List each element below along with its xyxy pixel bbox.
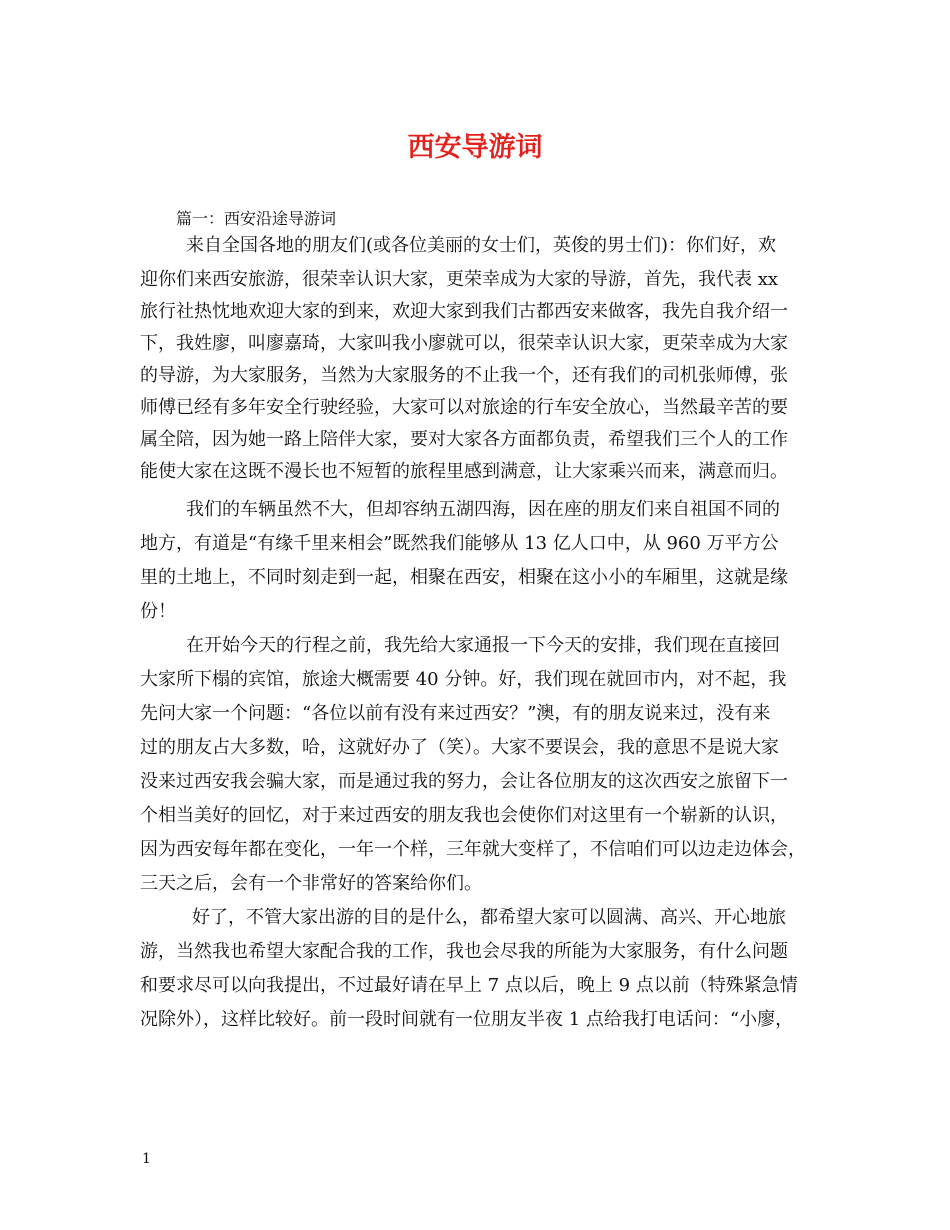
text-line: 因为西安每年都在变化，一年一个样，三年就大变样了，不信咱们可以边走边体会，	[140, 839, 806, 860]
text-line: 下，我姓廖，叫廖嘉琦，大家叫我小廖就可以，很荣幸认识大家，更荣幸成为大家	[140, 333, 788, 354]
text-line: 大家所下榻的宾馆，旅途大概需要 40 分钟。好，我们现在就回市内，对不起，我	[140, 669, 787, 690]
text-line: 师傅已经有多年安全行驶经验，大家可以对旅途的行车安全放心，当然最辛苦的要	[140, 397, 788, 418]
section-heading: 篇一：西安沿途导游词	[176, 209, 337, 228]
text-line: 好了，不管大家出游的目的是什么，都希望大家可以圆满、高兴、开心地旅	[192, 907, 786, 928]
text-line: 属全陪，因为她一路上陪伴大家，要对大家各方面都负责，希望我们三个人的工作	[140, 429, 788, 450]
page-number: 1	[142, 1151, 151, 1167]
text-line: 三天之后，会有一个非常好的答案给你们。	[140, 873, 482, 894]
text-line: 先问大家一个问题：“各位以前有没有来过西安？”澳，有的朋友说来过，没有来	[140, 703, 771, 724]
text-line: 过的朋友占大多数，哈，这就好办了（笑）。大家不要误会，我的意思不是说大家	[140, 737, 779, 758]
text-line: 和要求尽可以向我提出，不过最好请在早上 7 点以后，晚上 9 点以前（特殊紧急情	[140, 975, 798, 996]
text-line: 个相当美好的回忆，对于来过西安的朋友我也会使你们对这里有一个崭新的认识，	[140, 805, 788, 826]
text-line: 在开始今天的行程之前，我先给大家通报一下今天的安排，我们现在直接回	[186, 635, 780, 656]
text-line: 地方，有道是“有缘千里来相会”既然我们能够从 13 亿人口中，从 960 万平方公	[140, 533, 779, 554]
text-line: 没来过西安我会骗大家，而是通过我的努力，会让各位朋友的这次西安之旅留下一	[140, 771, 788, 792]
text-line: 份！	[140, 601, 176, 622]
text-line: 况除外），这样比较好。前一段时间就有一位朋友半夜 1 点给我打电话问：“小廖，	[140, 1009, 794, 1030]
text-line: 里的土地上，不同时刻走到一起，相聚在西安，相聚在这小小的车厢里，这就是缘	[140, 567, 788, 588]
page-title: 西安导游词	[407, 132, 543, 163]
text-line: 能使大家在这既不漫长也不短暂的旅程里感到满意，让大家乘兴而来，满意而归。	[140, 461, 788, 482]
text-line: 旅行社热忱地欢迎大家的到来，欢迎大家到我们古都西安来做客，我先自我介绍一	[140, 301, 788, 322]
text-line: 迎你们来西安旅游，很荣幸认识大家，更荣幸成为大家的导游，首先，我代表 xx	[140, 269, 779, 290]
text-line: 的导游，为大家服务，当然为大家服务的不止我一个，还有我们的司机张师傅，张	[140, 365, 788, 386]
text-line: 我们的车辆虽然不大，但却容纳五湖四海，因在座的朋友们来自祖国不同的	[186, 499, 780, 520]
text-line: 来自全国各地的朋友们(或各位美丽的女士们，英俊的男士们)：你们好，欢	[186, 235, 777, 256]
text-line: 游，当然我也希望大家配合我的工作，我也会尽我的所能为大家服务，有什么问题	[140, 941, 788, 962]
